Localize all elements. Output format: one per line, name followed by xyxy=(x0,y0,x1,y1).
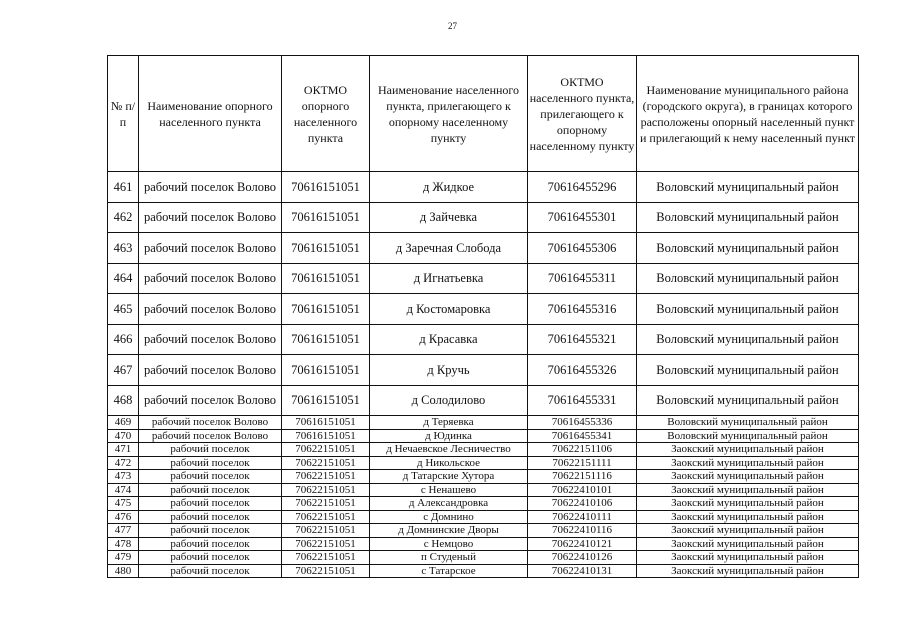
district-cell: Воловский муниципальный район xyxy=(637,355,859,386)
table-row xyxy=(108,172,859,203)
header-base-settlement: Наименование опорного населенного пункта xyxy=(139,56,282,172)
base-oktmo-cell: 70616151051 xyxy=(282,202,370,233)
base-settlement-cell: рабочий поселок Волово xyxy=(139,294,282,325)
adjacent-settlement-cell: д Солодилово xyxy=(370,385,528,416)
row-number-cell: 470 xyxy=(108,429,139,443)
header-base-oktmo: ОКТМО опорного населенного пункта xyxy=(282,56,370,172)
table-row xyxy=(108,233,859,264)
row-number-cell: 469 xyxy=(108,416,139,430)
row-number-cell: 474 xyxy=(108,483,139,497)
table-row xyxy=(108,456,859,470)
adjacent-oktmo-cell: 70616455311 xyxy=(528,263,637,294)
base-oktmo-cell: 70622151051 xyxy=(282,537,370,551)
page-number: 27 xyxy=(448,21,457,31)
base-settlement-cell: рабочий поселок xyxy=(139,524,282,538)
adjacent-settlement-cell: д Кручь xyxy=(370,355,528,386)
base-oktmo-cell: 70616151051 xyxy=(282,355,370,386)
row-number-cell: 467 xyxy=(108,355,139,386)
row-number-cell: 461 xyxy=(108,172,139,203)
base-settlement-cell: рабочий поселок Волово xyxy=(139,385,282,416)
district-cell: Заокский муниципальный район xyxy=(637,483,859,497)
district-cell: Воловский муниципальный район xyxy=(637,416,859,430)
base-settlement-cell: рабочий поселок xyxy=(139,443,282,457)
adjacent-oktmo-cell: 70616455326 xyxy=(528,355,637,386)
adjacent-settlement-cell: д Юдинка xyxy=(370,429,528,443)
base-oktmo-cell: 70622151051 xyxy=(282,510,370,524)
table-row xyxy=(108,551,859,565)
table-row xyxy=(108,443,859,457)
adjacent-settlement-cell: д Игнатьевка xyxy=(370,263,528,294)
district-cell: Заокский муниципальный район xyxy=(637,524,859,538)
row-number-cell: 464 xyxy=(108,263,139,294)
adjacent-oktmo-cell: 70622410126 xyxy=(528,551,637,565)
base-oktmo-cell: 70616151051 xyxy=(282,385,370,416)
header-adjacent-settlement: Наименование населенного пункта, прилегающего к опорному населенному пункту xyxy=(370,56,528,172)
base-settlement-cell: рабочий поселок Волово xyxy=(139,355,282,386)
base-settlement-cell: рабочий поселок xyxy=(139,551,282,565)
district-cell: Воловский муниципальный район xyxy=(637,324,859,355)
base-settlement-cell: рабочий поселок xyxy=(139,483,282,497)
district-cell: Заокский муниципальный район xyxy=(637,551,859,565)
row-number-cell: 471 xyxy=(108,443,139,457)
district-cell: Заокский муниципальный район xyxy=(637,456,859,470)
table-row xyxy=(108,385,859,416)
base-oktmo-cell: 70622151051 xyxy=(282,524,370,538)
base-oktmo-cell: 70622151051 xyxy=(282,551,370,565)
adjacent-oktmo-cell: 70622410106 xyxy=(528,497,637,511)
district-cell: Воловский муниципальный район xyxy=(637,233,859,264)
base-settlement-cell: рабочий поселок xyxy=(139,470,282,484)
adjacent-settlement-cell: д Заречная Слобода xyxy=(370,233,528,264)
base-settlement-cell: рабочий поселок Волово xyxy=(139,263,282,294)
district-cell: Воловский муниципальный район xyxy=(637,172,859,203)
adjacent-oktmo-cell: 70616455331 xyxy=(528,385,637,416)
table-row xyxy=(108,202,859,233)
adjacent-settlement-cell: д Никольское xyxy=(370,456,528,470)
adjacent-oktmo-cell: 70622410101 xyxy=(528,483,637,497)
adjacent-oktmo-cell: 70622151111 xyxy=(528,456,637,470)
base-oktmo-cell: 70616151051 xyxy=(282,324,370,355)
header-adjacent-oktmo: ОКТМО населенного пункта, прилегающего к опорному населенному пункту xyxy=(528,56,637,172)
adjacent-settlement-cell: с Ненашево xyxy=(370,483,528,497)
base-oktmo-cell: 70616151051 xyxy=(282,233,370,264)
row-number-cell: 463 xyxy=(108,233,139,264)
base-oktmo-cell: 70622151051 xyxy=(282,443,370,457)
adjacent-settlement-cell: д Татарские Хутора xyxy=(370,470,528,484)
table-row xyxy=(108,537,859,551)
base-settlement-cell: рабочий поселок Волово xyxy=(139,172,282,203)
base-oktmo-cell: 70622151051 xyxy=(282,564,370,578)
adjacent-oktmo-cell: 70616455321 xyxy=(528,324,637,355)
row-number-cell: 477 xyxy=(108,524,139,538)
settlements-table xyxy=(107,55,859,578)
table-row xyxy=(108,294,859,325)
table-row xyxy=(108,263,859,294)
table-row xyxy=(108,416,859,430)
district-cell: Воловский муниципальный район xyxy=(637,429,859,443)
base-oktmo-cell: 70616151051 xyxy=(282,416,370,430)
adjacent-oktmo-cell: 70622410116 xyxy=(528,524,637,538)
row-number-cell: 468 xyxy=(108,385,139,416)
row-number-cell: 476 xyxy=(108,510,139,524)
table-row xyxy=(108,497,859,511)
adjacent-oktmo-cell: 70622410121 xyxy=(528,537,637,551)
adjacent-settlement-cell: д Нечаевское Лесничество xyxy=(370,443,528,457)
table-row xyxy=(108,510,859,524)
header-district: Наименование муниципального района (городского округа), в границах которого расположены опорный населенный пункт и прилегающий к нему населенный пункт xyxy=(637,56,859,172)
table-body xyxy=(108,172,859,578)
table-row xyxy=(108,483,859,497)
adjacent-settlement-cell: д Домнинские Дворы xyxy=(370,524,528,538)
district-cell: Заокский муниципальный район xyxy=(637,564,859,578)
adjacent-oktmo-cell: 70616455341 xyxy=(528,429,637,443)
adjacent-settlement-cell: с Немцово xyxy=(370,537,528,551)
adjacent-oktmo-cell: 70622410131 xyxy=(528,564,637,578)
base-oktmo-cell: 70622151051 xyxy=(282,483,370,497)
table-header-row xyxy=(108,56,859,172)
base-oktmo-cell: 70616151051 xyxy=(282,429,370,443)
district-cell: Воловский муниципальный район xyxy=(637,263,859,294)
table-row xyxy=(108,524,859,538)
row-number-cell: 480 xyxy=(108,564,139,578)
adjacent-settlement-cell: д Зайчевка xyxy=(370,202,528,233)
adjacent-oktmo-cell: 70622151106 xyxy=(528,443,637,457)
base-settlement-cell: рабочий поселок xyxy=(139,537,282,551)
base-settlement-cell: рабочий поселок xyxy=(139,497,282,511)
table-row xyxy=(108,564,859,578)
adjacent-settlement-cell: п Студеный xyxy=(370,551,528,565)
base-settlement-cell: рабочий поселок xyxy=(139,510,282,524)
row-number-cell: 465 xyxy=(108,294,139,325)
base-settlement-cell: рабочий поселок Волово xyxy=(139,233,282,264)
base-settlement-cell: рабочий поселок xyxy=(139,564,282,578)
adjacent-settlement-cell: д Красавка xyxy=(370,324,528,355)
adjacent-oktmo-cell: 70616455301 xyxy=(528,202,637,233)
base-oktmo-cell: 70616151051 xyxy=(282,172,370,203)
adjacent-oktmo-cell: 70616455296 xyxy=(528,172,637,203)
district-cell: Воловский муниципальный район xyxy=(637,294,859,325)
adjacent-oktmo-cell: 70622151116 xyxy=(528,470,637,484)
adjacent-oktmo-cell: 70622410111 xyxy=(528,510,637,524)
district-cell: Заокский муниципальный район xyxy=(637,470,859,484)
adjacent-settlement-cell: д Жидкое xyxy=(370,172,528,203)
row-number-cell: 472 xyxy=(108,456,139,470)
table-row xyxy=(108,324,859,355)
adjacent-settlement-cell: с Домнино xyxy=(370,510,528,524)
row-number-cell: 478 xyxy=(108,537,139,551)
adjacent-oktmo-cell: 70616455336 xyxy=(528,416,637,430)
adjacent-settlement-cell: д Костомаровка xyxy=(370,294,528,325)
district-cell: Воловский муниципальный район xyxy=(637,385,859,416)
row-number-cell: 462 xyxy=(108,202,139,233)
row-number-cell: 475 xyxy=(108,497,139,511)
base-oktmo-cell: 70616151051 xyxy=(282,294,370,325)
table-row xyxy=(108,470,859,484)
base-settlement-cell: рабочий поселок Волово xyxy=(139,416,282,430)
district-cell: Заокский муниципальный район xyxy=(637,537,859,551)
district-cell: Заокский муниципальный район xyxy=(637,443,859,457)
row-number-cell: 466 xyxy=(108,324,139,355)
header-number: № п/п xyxy=(108,56,139,172)
base-oktmo-cell: 70622151051 xyxy=(282,497,370,511)
base-settlement-cell: рабочий поселок Волово xyxy=(139,202,282,233)
adjacent-settlement-cell: д Александровка xyxy=(370,497,528,511)
base-settlement-cell: рабочий поселок Волово xyxy=(139,324,282,355)
adjacent-settlement-cell: с Татарское xyxy=(370,564,528,578)
row-number-cell: 479 xyxy=(108,551,139,565)
adjacent-settlement-cell: д Теряевка xyxy=(370,416,528,430)
adjacent-oktmo-cell: 70616455316 xyxy=(528,294,637,325)
table-row xyxy=(108,429,859,443)
base-oktmo-cell: 70622151051 xyxy=(282,456,370,470)
base-oktmo-cell: 70622151051 xyxy=(282,470,370,484)
base-settlement-cell: рабочий поселок xyxy=(139,456,282,470)
row-number-cell: 473 xyxy=(108,470,139,484)
district-cell: Воловский муниципальный район xyxy=(637,202,859,233)
base-settlement-cell: рабочий поселок Волово xyxy=(139,429,282,443)
district-cell: Заокский муниципальный район xyxy=(637,510,859,524)
table-row xyxy=(108,355,859,386)
adjacent-oktmo-cell: 70616455306 xyxy=(528,233,637,264)
base-oktmo-cell: 70616151051 xyxy=(282,263,370,294)
district-cell: Заокский муниципальный район xyxy=(637,497,859,511)
